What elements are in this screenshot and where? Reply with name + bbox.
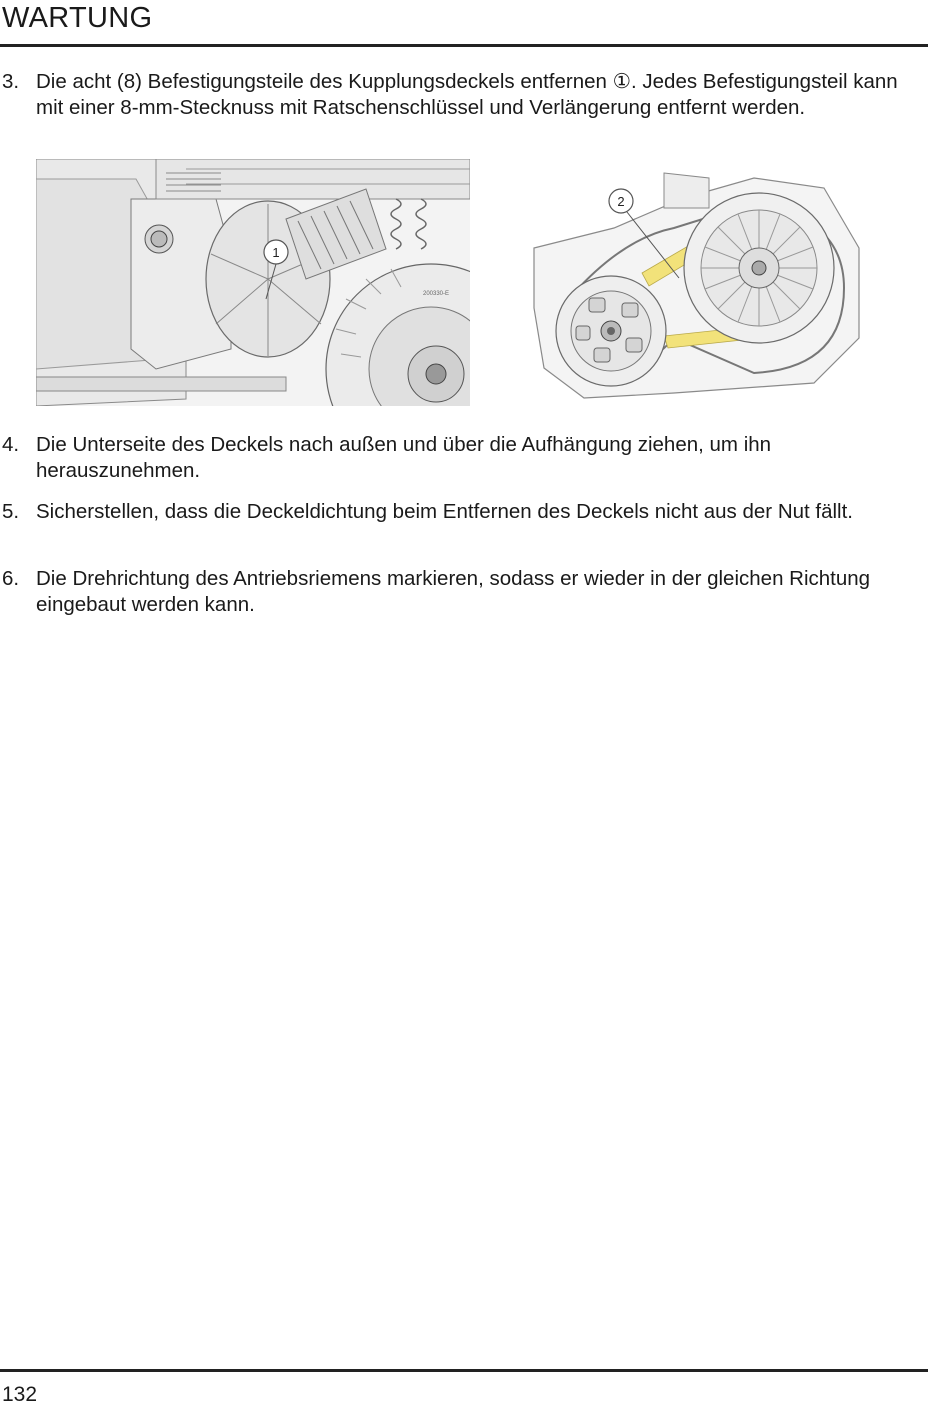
callout-label-2: 2 xyxy=(617,194,625,209)
figure-clutch-belt xyxy=(514,168,874,404)
step-number: 5. xyxy=(2,500,20,523)
step-number: 4. xyxy=(2,433,20,456)
step-3 xyxy=(0,69,928,120)
figure-code-label: 200330-E xyxy=(422,291,450,297)
page-number: 132 xyxy=(2,1383,38,1406)
footer-rule xyxy=(0,1369,928,1372)
step-4 xyxy=(0,432,928,483)
step-6 xyxy=(0,566,928,617)
step-number: 3. xyxy=(2,70,20,93)
step-5 xyxy=(0,499,928,525)
step-text: Die Drehrichtung des Antriebsriemens markieren, sodass er wieder in der gleichen Richtung eingebaut werden kann. xyxy=(36,567,871,616)
header-rule xyxy=(0,44,928,47)
step-text: Sicherstellen, dass die Deckeldichtung beim Entfernen des Deckels nicht aus der Nut fällt. xyxy=(36,500,854,523)
step-text: Die acht (8) Befestigungsteile des Kupplungsdeckels entfernen ①. Jedes Befestigungsteil kann mit einer 8-mm-Stecknuss mit Ratschenschlüssel und Verlängerung entfernt werden. xyxy=(36,70,898,119)
step-number: 6. xyxy=(2,567,20,590)
figure-clutch-cover-vehicle xyxy=(36,159,470,406)
step-text: Die Unterseite des Deckels nach außen und über die Aufhängung ziehen, um ihn herauszunehmen. xyxy=(36,433,772,482)
page-header-title: WARTUNG xyxy=(2,2,153,34)
callout-label-1: 1 xyxy=(272,245,280,260)
